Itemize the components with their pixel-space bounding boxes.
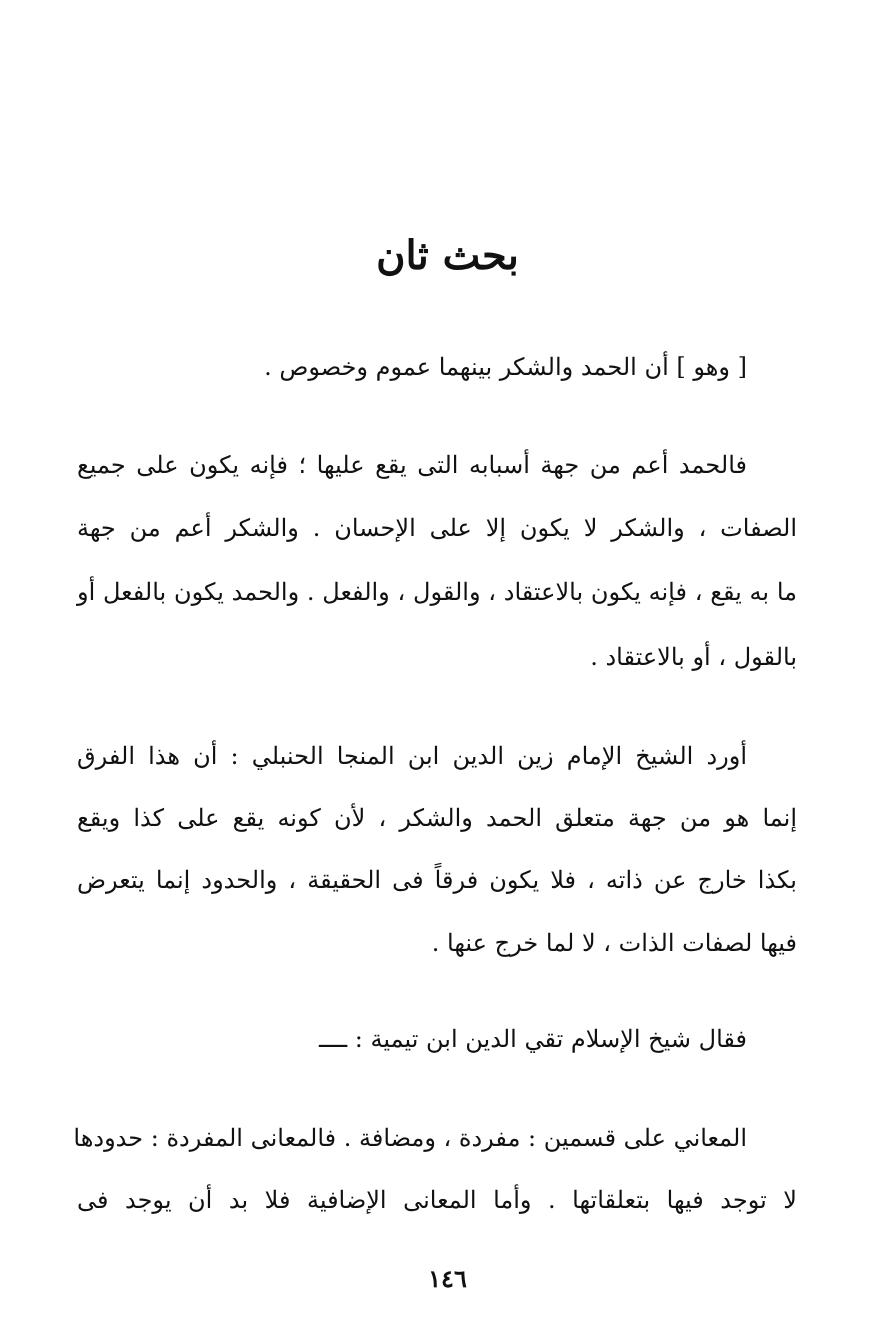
paragraph-2-line-2: إنما هو من جهة متعلق الحمد والشكر ، لأن كونه يقع على كذا ويقع [77,804,797,832]
paragraph-2-line-1: أورد الشيخ الإمام زين الدين ابن المنجا الحنبلي : أن هذا الفرق [77,742,747,770]
paragraph-1-line-4: بالقول ، أو بالاعتقاد . [590,643,797,671]
paragraph-1-line-3: ما به يقع ، فإنه يكون بالاعتقاد ، والقول ، والفعل . والحمد يكون بالفعل أو [77,578,797,606]
paragraph-4-line-2: لا توجد فيها بتعلقاتها . وأما المعانى الإضافية فلا بد أن يوجد فى [77,1186,797,1214]
paragraph-2-line-4: فيها لصفات الذات ، لا لما خرج عنها . [431,929,797,957]
paragraph-1-line-1: فالحمد أعم من جهة أسبابه التى يقع عليها ؛ فإنه يكون على جميع [77,451,747,479]
paragraph-3-line-1: فقال شيخ الإسلام تقي الدين ابن تيمية : ــــ [319,1025,747,1053]
topic-statement: [ وهو ] أن الحمد والشكر بينهما عموم وخصوص . [264,353,747,381]
paragraph-2-line-3: بكذا خارج عن ذاته ، فلا يكون فرقاً فى الحقيقة ، والحدود إنما يتعرض [77,866,797,894]
page-number: ١٤٦ [428,1264,467,1293]
paragraph-1-line-2: الصفات ، والشكر لا يكون إلا على الإحسان . والشكر أعم من جهة [77,514,797,542]
paragraph-4-line-1: المعاني على قسمين : مفردة ، ومضافة . فالمعانى المفردة : حدودها [73,1124,747,1152]
section-heading: بحث ثان [376,232,519,279]
